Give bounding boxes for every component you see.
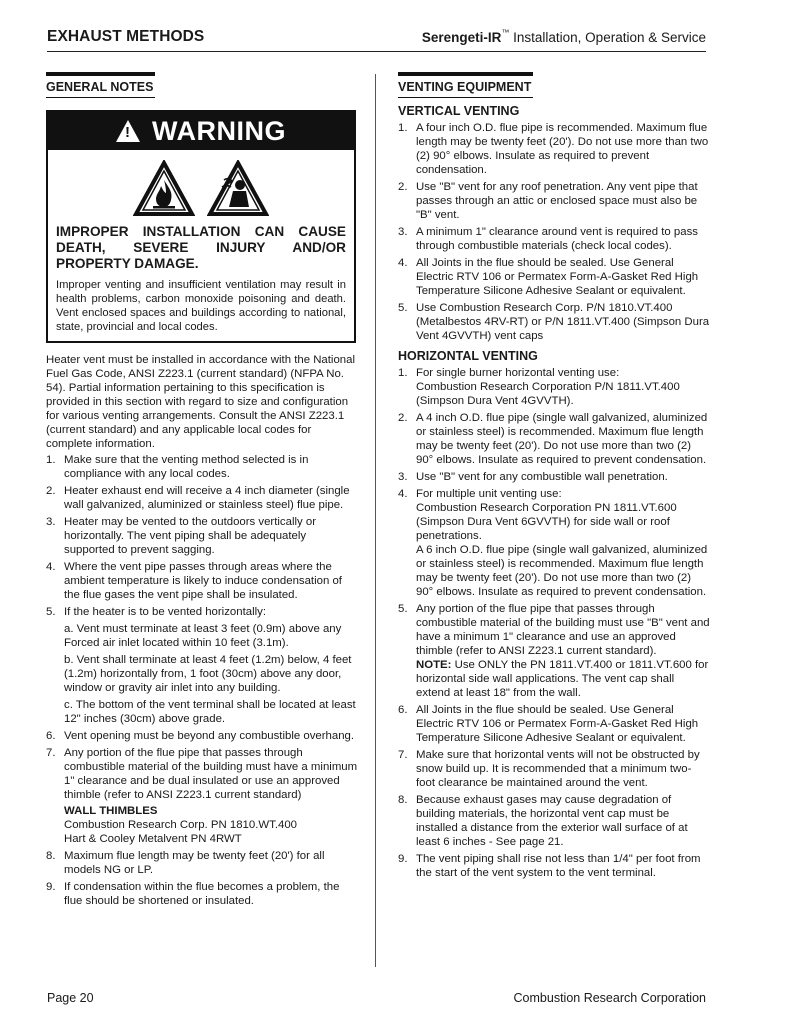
- list-item: 7. Any portion of the flue pipe that passes through combustible material of the building must have a minimum 1" clearance and be dual insulated or use an approved thimble (refer to ANSI Z223.1 current standard) WALL THIMBLES Combustion Research Corp. PN 1810.WT.400 Hart & Cooley Metalvent PN 4RWT: [46, 747, 358, 845]
- warning-headline: IMPROPER INSTALLATION CAN CAUSE DEATH, SEVERE INJURY AND/OR PROPERTY DAMAGE.: [56, 224, 346, 271]
- list-item: 1. A four inch O.D. flue pipe is recommended. Maximum flue length may be twenty feet (20'). Do not use more than two (2) 90° elbows. Insulate as required to prevent condensation.: [398, 122, 709, 176]
- section-title: EXHAUST METHODS: [47, 28, 205, 45]
- column-divider: [375, 74, 376, 967]
- part-number-line: Combustion Research Corporation PN 1811.VT.600 (Simpson Dura Vent 6GVVTH) for side wall or roof penetrations.: [416, 502, 677, 542]
- list-item: 5. Any portion of the flue pipe that passes through combustible material of the building must use "B" vent and have a minimum 1" clearance and use an approved thimble (refer to ANSI Z223.1 current standard). NOTE: Use ONLY the PN 1811.VT.400 or 1811.VT.600 for horizontal side wall applications. The vent cap shall extend at least 18" from the wall.: [398, 603, 710, 699]
- vertical-venting-heading: VERTICAL VENTING: [398, 104, 520, 118]
- wall-thimbles-subheading: WALL THIMBLES: [64, 805, 158, 817]
- vertical-venting-list: [398, 121, 710, 343]
- note-line: [416, 658, 710, 700]
- warning-body: Improper venting and insufficient ventilation may result in health problems, carbon monoxide poisoning and death. Vent enclosed spaces and buildings according to national, state, provincial and local codes.: [56, 279, 346, 333]
- header-rule: [47, 51, 706, 52]
- trademark-mark: ™: [501, 28, 510, 37]
- list-item: 5. Use Combustion Research Corp. P/N 1810.VT.400 (Metalbestos 4RV-RT) or P/N 1811.VT.400 (Simpson Dura Vent 4GVVTH) vent caps: [398, 302, 710, 342]
- horizontal-venting-list: [398, 366, 710, 880]
- sub-item: a. Vent must terminate at least 3 feet (0.9m) above any Forced air inlet located within 10 feet (3.1m).: [64, 623, 342, 649]
- page-number: Page 20: [47, 991, 94, 1005]
- list-item: 9. The vent piping shall rise not less than 1/4" per foot from the start of the vent system to the vent terminal.: [398, 853, 701, 879]
- part-number-line: Combustion Research Corporation P/N 1811.VT.400 (Simpson Dura Vent 4GVVTH).: [416, 381, 680, 407]
- sub-item: b. Vent shall terminate at least 4 feet (1.2m) below, 4 feet (1.2m) horizontally from, 1 foot (30cm) above any door, window or gravity air inlet into any building.: [64, 654, 352, 694]
- list-item: 1. Make sure that the venting method selected is in compliance with any local codes.: [46, 454, 309, 480]
- general-notes-heading: GENERAL NOTES: [46, 72, 155, 98]
- list-item: 5. If the heater is to be vented horizontally: a. Vent must terminate at least 3 feet (0.9m) above any Forced air inlet located within 10 feet (3.1m). b. Vent shall terminate at least 4 feet (1.2m) below, 4 feet (1.2m) horizontally from, 1 foot (30cm) above any door, window or gravity air inlet into any building. c. The bottom of the vent terminal shall be located at least 12" inches (30cm) above grade.: [46, 605, 358, 726]
- document-title: [422, 30, 706, 45]
- company-name: Combustion Research Corporation: [513, 991, 706, 1005]
- toxic-gas-hazard-icon: [207, 160, 269, 218]
- part-number-line: Combustion Research Corp. PN 1810.WT.400: [64, 819, 297, 831]
- right-column: [398, 72, 710, 883]
- warning-word: WARNING: [152, 115, 286, 146]
- list-item: 2. Use "B" vent for any roof penetration. Any vent pipe that passes through an attic or enclosed space must also be "B" vent.: [398, 181, 698, 221]
- list-item: 3. A minimum 1" clearance around vent is required to pass through combustible materials (check local codes).: [398, 226, 698, 252]
- alert-triangle-icon: !: [116, 120, 140, 142]
- list-item: 6. Vent opening must be beyond any combustible overhang.: [46, 730, 355, 742]
- list-item: 7. Make sure that horizontal vents will not be obstructed by snow build up. It is recommended that a minimum two-foot clearance be maintained around the vent.: [398, 749, 700, 789]
- warning-banner: [48, 112, 354, 150]
- list-item: 6. All Joints in the flue should be sealed. Use General Electric RTV 106 or Permatex Form-A-Gasket Red High Temperature Silicone Adhesive Sealant or equivalent.: [398, 704, 699, 744]
- list-item: 9. If condensation within the flue becomes a problem, the flue should be shortened or insulated.: [46, 881, 340, 907]
- intro-paragraph: Heater vent must be installed in accordance with the National Fuel Gas Code, ANSI Z223.1 (current standard) (NFPA No. 54). Partial information pertaining to this specification is provided in this section with regard to size and configuration for various venting arrangements. Consult the ANSI Z223.1 (current standard) and any applicable local codes for complete information.: [46, 354, 355, 450]
- list-item: 8. Maximum flue length may be twenty feet (20') for all models NG or LP.: [46, 850, 325, 876]
- warning-box: [46, 110, 356, 343]
- note-label: NOTE:: [416, 659, 452, 671]
- sub-paragraph: A 6 inch O.D. flue pipe (single wall galvanized, aluminized or stainless steel) is recommended. Maximum flue length may be twenty feet (20'). Do not use more than two (2) 90° elbows. Insulate as required to prevent condensation.: [416, 544, 708, 598]
- list-item: 4. For multiple unit venting use: Combustion Research Corporation PN 1811.VT.600 (Simpson Dura Vent 6GVVTH) for side wall or roof penetrations. A 6 inch O.D. flue pipe (single wall galvanized, aluminized or stainless steel) is recommended. Maximum flue length may be twenty feet (20'). Do not use more than two (2) 90° elbows. Insulate as required to prevent condensation.: [398, 487, 710, 599]
- sub-item: c. The bottom of the vent terminal shall be located at least 12" inches (30cm) above grade.: [64, 699, 356, 725]
- brand-name: Serengeti-IR: [421, 30, 502, 45]
- list-item: 2. Heater exhaust end will receive a 4 inch diameter (single wall galvanized, aluminized or stainless steel) flue pipe.: [46, 485, 350, 511]
- list-item: 4. Where the vent pipe passes through areas where the ambient temperature is likely to induce condensation of the flue gases the vent pipe shall be insulated.: [46, 561, 342, 601]
- general-notes-list: [46, 453, 358, 908]
- list-item: 1. For single burner horizontal venting use: Combustion Research Corporation P/N 1811.VT.400 (Simpson Dura Vent 4GVVTH).: [398, 366, 710, 408]
- part-number-line: Hart & Cooley Metalvent PN 4RWT: [64, 833, 242, 845]
- list-item: 3. Heater may be vented to the outdoors vertically or horizontally. The vent piping shall be adequately supported to prevent sagging.: [46, 516, 316, 556]
- venting-equipment-heading: VENTING EQUIPMENT: [398, 72, 533, 98]
- left-column: [46, 72, 358, 911]
- horizontal-venting-heading: HORIZONTAL VENTING: [398, 349, 538, 363]
- fire-hazard-icon: [133, 160, 195, 218]
- list-item: 3. Use "B" vent for any combustible wall penetration.: [398, 471, 668, 483]
- document-subtitle: Installation, Operation & Service: [509, 30, 706, 45]
- hazard-icons: [48, 150, 354, 224]
- list-item: 8. Because exhaust gases may cause degradation of building materials, the horizontal vent cap must be installed a distance from the exterior wall surface of at least 6 inches - See page 21.: [398, 794, 688, 848]
- note-text: Use ONLY the PN 1811.VT.400 or 1811.VT.600 for horizontal side wall applications. The vent cap shall extend at least 18" from the wall.: [416, 659, 709, 699]
- list-item: 2. A 4 inch O.D. flue pipe (single wall galvanized, aluminized or stainless steel) is recommended. Maximum flue length may be twenty feet (20'). Do not use more than two (2) 90° elbows. Insulate as required to prevent condensation.: [398, 412, 708, 466]
- list-item: 4. All Joints in the flue should be sealed. Use General Electric RTV 106 or Permatex Form-A-Gasket Red High Temperature Silicone Adhesive Sealant or equivalent.: [398, 257, 699, 297]
